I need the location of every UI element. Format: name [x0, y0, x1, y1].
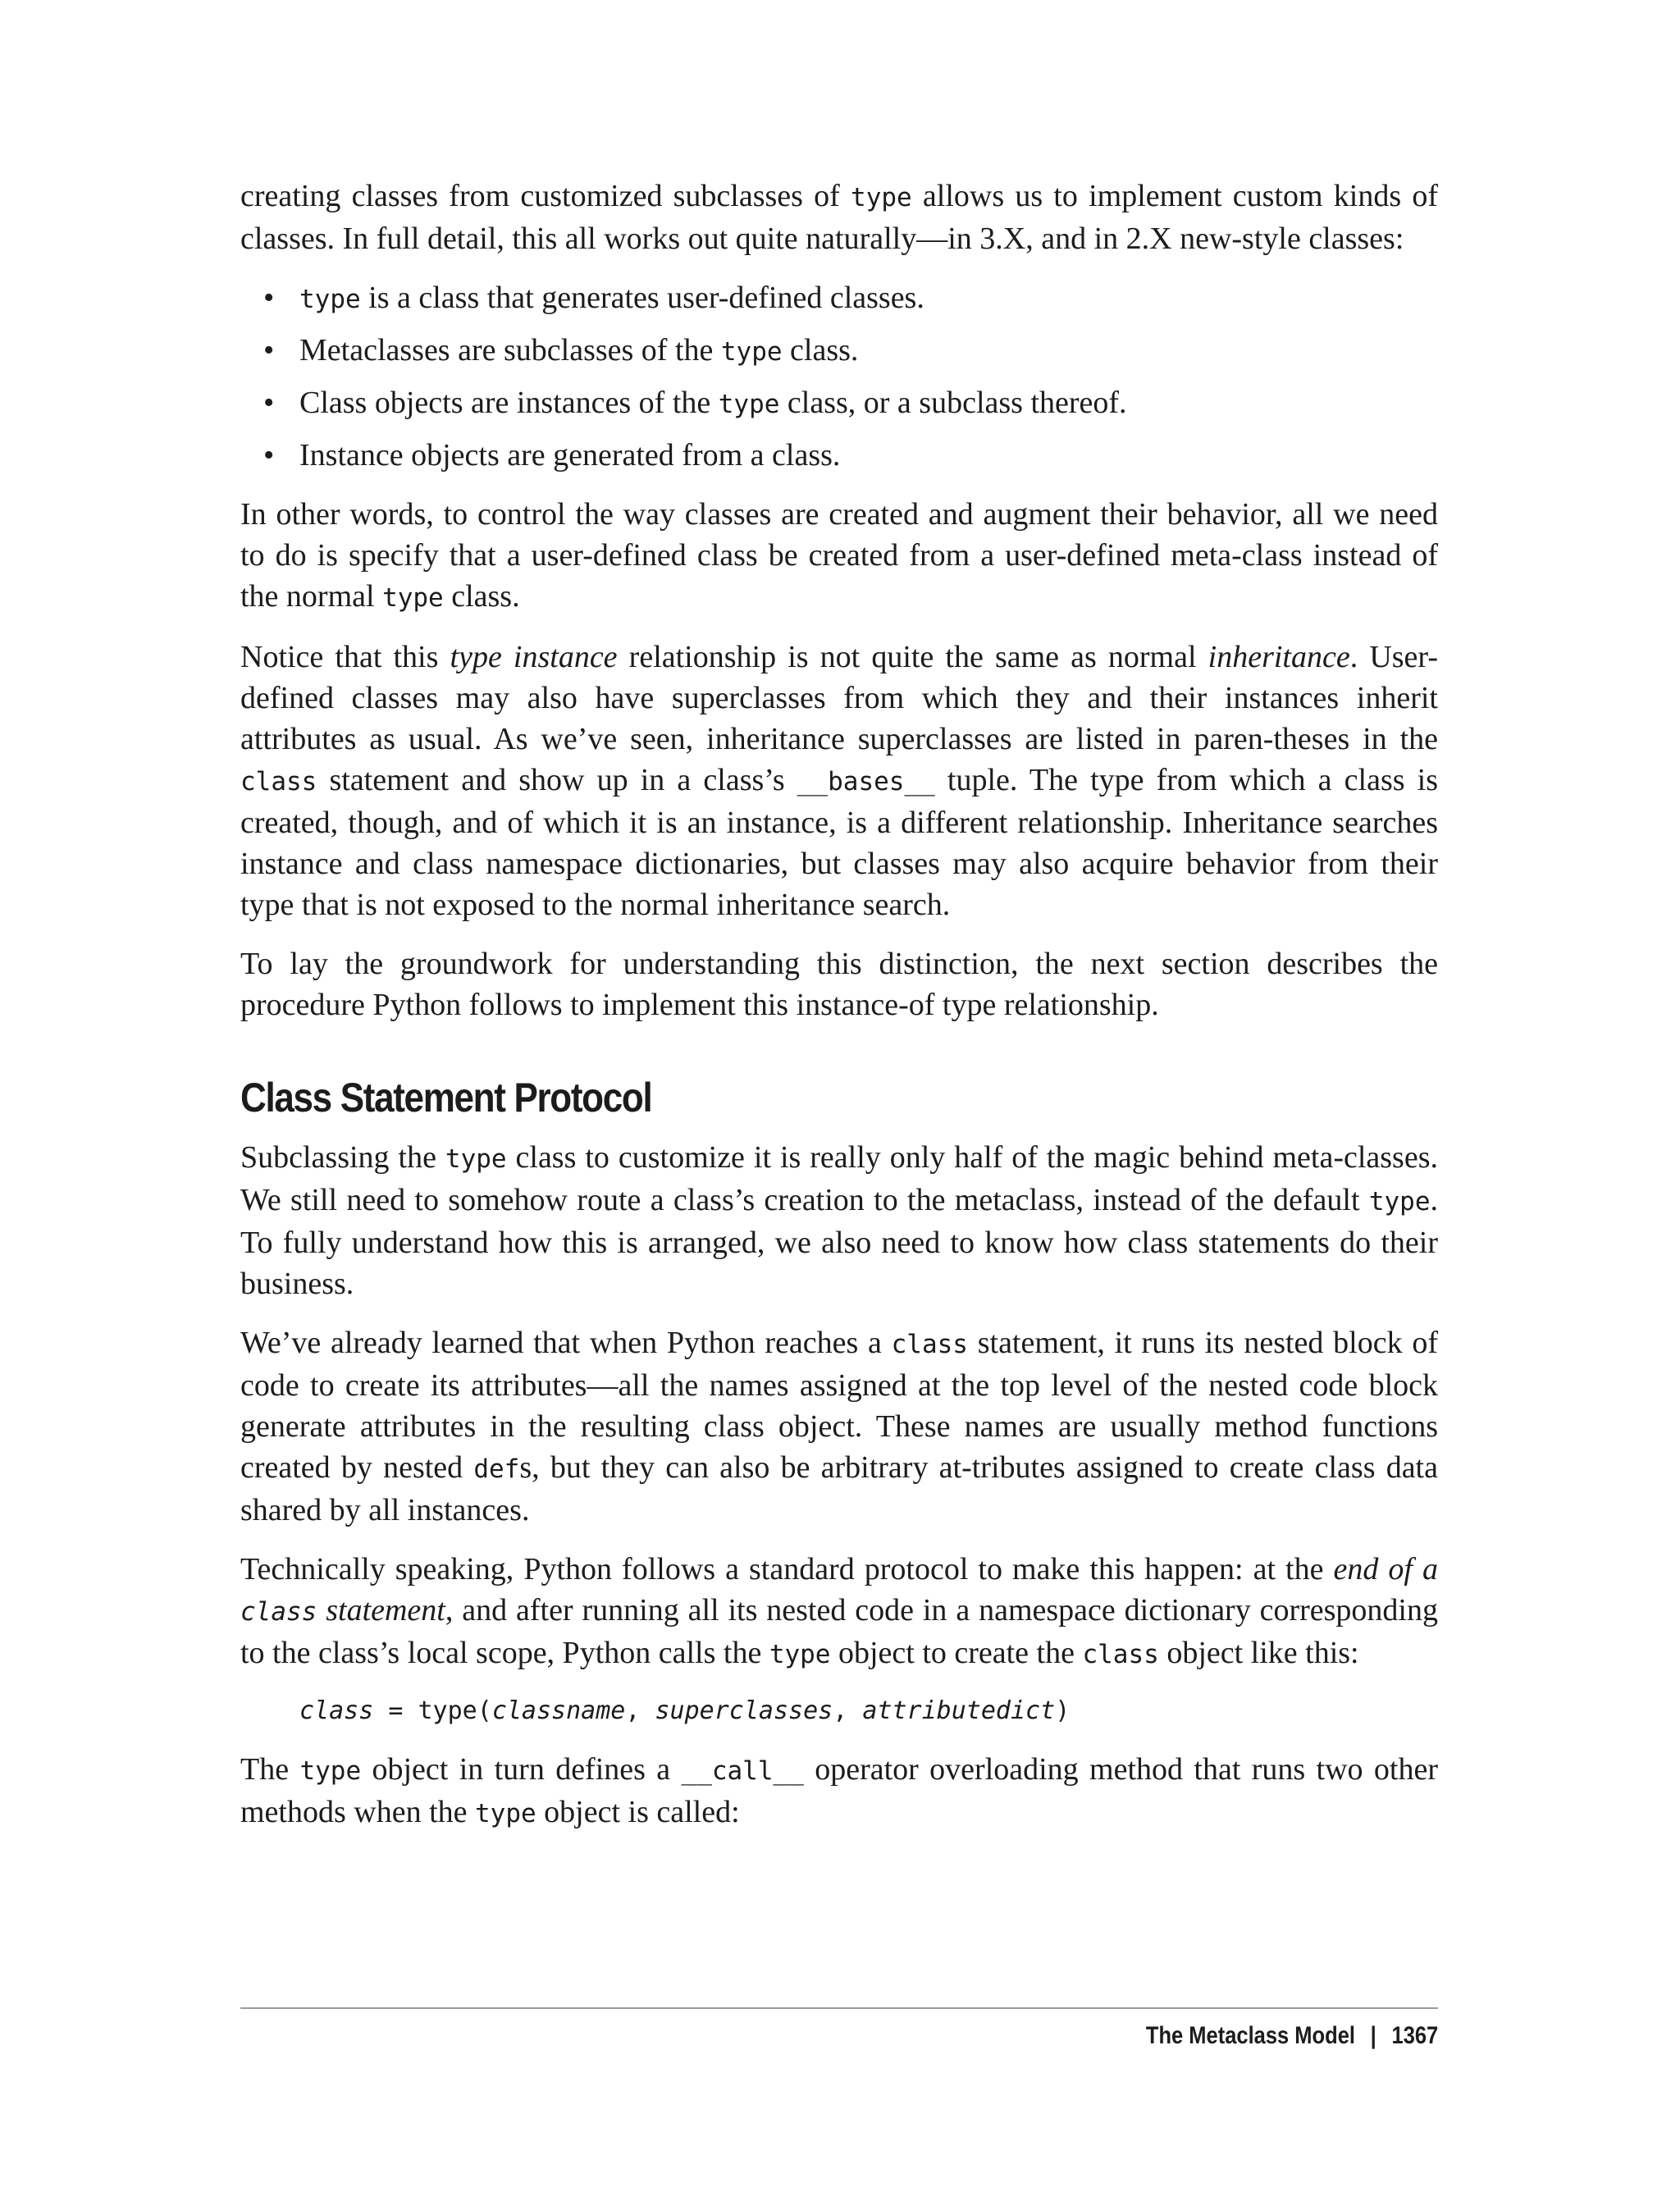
code-text: ): [1055, 1696, 1071, 1725]
text: object in turn defines a: [361, 1752, 682, 1787]
text: end of a: [1333, 1552, 1438, 1586]
text: Metaclasses are subclasses of the: [299, 333, 721, 368]
text: In other words, to control the way classes are created and augment their behavior, all we need to do is specify that a user-defined class be created from a user-defined meta-class instead of the normal: [240, 497, 1438, 614]
code-var: class: [299, 1696, 374, 1725]
list-item: [240, 277, 1438, 320]
inline-code: __bases__: [797, 767, 935, 797]
page-footer: [1146, 2018, 1438, 2054]
inline-code: __call__: [681, 1756, 804, 1786]
chapter-title: The Metaclass Model: [1145, 2022, 1355, 2049]
text: object is called:: [536, 1795, 740, 1829]
paragraph-call: [240, 1749, 1438, 1834]
inline-code: class: [240, 1597, 317, 1627]
bullet-icon: •: [263, 386, 275, 420]
paragraph-protocol: [240, 1549, 1438, 1675]
text: The: [240, 1752, 300, 1787]
paragraph-subclassing: [240, 1137, 1438, 1304]
inline-code: type: [720, 337, 783, 367]
text: statement and show up in a class’s: [317, 763, 797, 797]
page-body: [240, 176, 1438, 1852]
text: object like this:: [1158, 1636, 1359, 1670]
code-arg: superclasses: [655, 1696, 833, 1725]
text: statement, it runs its nested block of code to create its attributes—all the names assigned at the top level of the nested code block generate attributes in the resulting class object. These names are usually method functions created by nested: [240, 1326, 1438, 1485]
inline-code: def: [473, 1454, 520, 1484]
text: We’ve already learned that when Python reaches a: [240, 1326, 892, 1360]
text: tuple. The type from which a class is created, though, and of which it is an instance, is a different relationship. Inheritance searches instance and class namespace dictionaries, but classes may also acquire behavior from their type that is not exposed to the normal inheritance search.: [240, 763, 1438, 922]
inline-code: type: [851, 183, 912, 212]
code-example: [299, 1693, 1438, 1729]
code-text: ,: [625, 1696, 655, 1725]
inline-code: type: [382, 583, 444, 613]
inline-code: class: [891, 1330, 968, 1359]
text: class to customize it is really only half of the magic behind meta-classes. We still need to somehow route a class’s creation to the metaclass, instead of the default: [240, 1140, 1438, 1217]
list-item: [240, 382, 1438, 425]
section-heading: Class Statement Protocol: [240, 1075, 652, 1121]
paragraph-class-statement: [240, 1322, 1438, 1531]
inline-code: class: [1082, 1640, 1159, 1669]
page-number: 1367: [1391, 2022, 1438, 2049]
footer-separator: |: [1370, 2022, 1376, 2049]
bullet-icon: •: [263, 438, 275, 472]
text: is a class that generates user-defined classes.: [360, 281, 924, 315]
text: statement: [317, 1593, 445, 1628]
inline-code: type: [475, 1799, 536, 1828]
paragraph-control: [240, 494, 1438, 619]
footer-divider: [240, 2007, 1438, 2009]
text: object to create the: [830, 1636, 1083, 1670]
inline-code: type: [718, 390, 780, 419]
text: creating classes from customized subclasses of: [240, 179, 851, 213]
code-text: = type(: [373, 1696, 492, 1725]
bullet-icon: •: [263, 333, 275, 368]
text: . To fully understand how this is arranged, we also need to know how class statements do their business.: [240, 1183, 1438, 1301]
text: allows us to implement custom kinds of classes. In full detail, this all works out quite naturally—in 3.X, and in 2.X new-style classes:: [240, 179, 1438, 256]
text: Class objects are instances of the: [299, 386, 719, 420]
inline-code: type: [445, 1144, 507, 1174]
list-item: [240, 330, 1438, 372]
text: operator overloading method that runs two other methods when the: [240, 1752, 1438, 1829]
list-item: [240, 435, 1438, 476]
paragraph-intro: [240, 176, 1438, 259]
code-arg: classname: [491, 1696, 626, 1725]
text: Technically speaking, Python follows a standard protocol to make this happen: at the: [240, 1552, 1334, 1586]
text: Subclassing the: [240, 1140, 445, 1175]
text: , and after running all its nested code in a namespace dictionary corresponding to the class’s local scope, Python calls the: [240, 1593, 1438, 1670]
inline-code: type: [1368, 1187, 1431, 1217]
emphasis: type instance: [450, 640, 618, 674]
paragraph-groundwork: To lay the groundwork for understanding this distinction, the next section describes the procedure Python follows to implement this instance-of type relationship.: [240, 947, 1438, 1022]
code-arg: attributedict: [862, 1696, 1056, 1725]
paragraph-inheritance: [240, 637, 1438, 925]
bullet-icon: •: [263, 281, 275, 315]
text: Instance objects are generated from a class.: [299, 438, 841, 472]
text: s, but they can also be arbitrary at-tributes assigned to create class data shared by all instances.: [240, 1450, 1438, 1527]
text: class, or a subclass thereof.: [779, 386, 1127, 420]
code-text: ,: [833, 1696, 863, 1725]
text: . User-defined classes may also have superclasses from which they and their instances inherit attributes as usual. As we’ve seen, inheritance superclasses are listed in paren-theses in the: [240, 640, 1438, 756]
text: Notice that this: [240, 640, 450, 674]
text: class.: [443, 579, 520, 614]
inline-code: type: [299, 1756, 362, 1786]
text: relationship is not quite the same as normal: [617, 640, 1208, 674]
inline-code: type: [299, 285, 361, 314]
text: class.: [782, 333, 859, 368]
emphasis: inheritance: [1208, 640, 1350, 674]
bullet-list: [240, 277, 1438, 476]
inline-code: class: [240, 767, 317, 797]
inline-code: type: [769, 1640, 831, 1669]
